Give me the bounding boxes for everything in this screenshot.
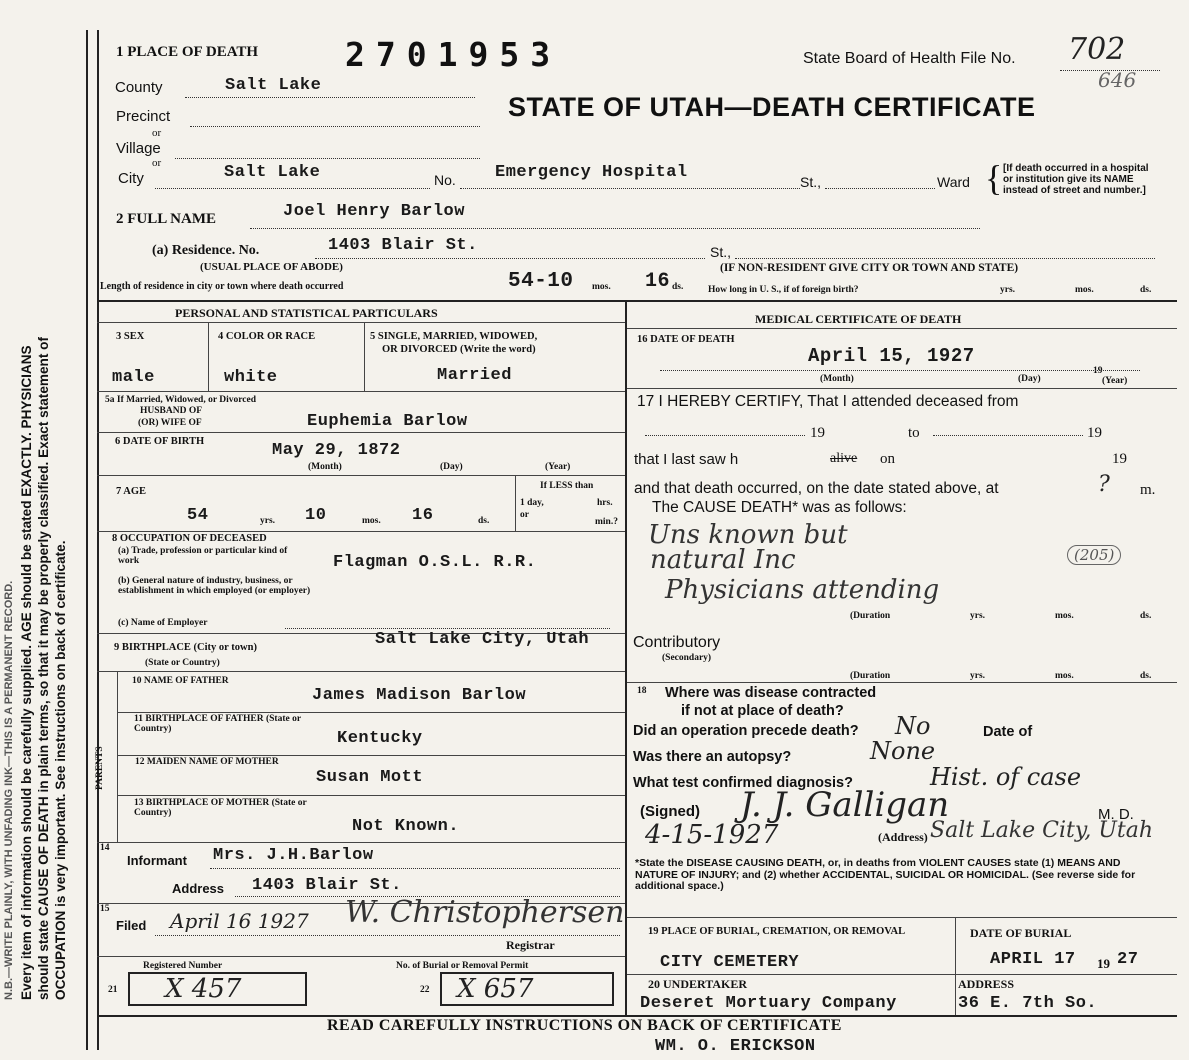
length-years-value: 54-10 <box>508 270 574 293</box>
registered-number-label: Registered Number <box>143 961 223 971</box>
registrar-label: Registrar <box>506 938 555 952</box>
dob-day-label: (Day) <box>440 462 463 472</box>
left-frame-line <box>86 30 88 1050</box>
father-birthplace-label: 11 BIRTHPLACE OF FATHER (State or Country) <box>134 714 301 734</box>
sign-date: 4-15-1927 <box>645 820 779 850</box>
filed-date: April 16 1927 <box>170 909 309 933</box>
dur-ds-2: ds. <box>1140 671 1152 681</box>
residence-value: 1403 Blair St. <box>328 236 478 255</box>
or-label: or <box>520 510 529 520</box>
cert-19c: 19 <box>1112 451 1127 467</box>
dur-yrs-1: yrs. <box>970 611 986 621</box>
county-value: Salt Lake <box>225 76 322 95</box>
burial-year: 27 <box>1117 950 1139 969</box>
informant-num: 14 <box>100 843 110 853</box>
side-margin-note: N.B.—WRITE PLAINLY, WITH UNFADING INK—THIS IS A PERMANENT RECORD. <box>3 580 15 1000</box>
on-label: on <box>880 451 895 467</box>
foreign-birth-label: How long in U. S., if of foreign birth? <box>708 285 859 295</box>
or-1: or <box>152 127 162 139</box>
occupation-value: Flagman O.S.L. R.R. <box>333 553 537 572</box>
cause-line2: natural Inc <box>650 545 796 575</box>
where-contracted-2: if not at place of death? <box>681 703 844 719</box>
dur-yrs-2: yrs. <box>970 671 986 681</box>
spouse-label-2: HUSBAND OF <box>140 406 203 416</box>
length-mos-label: mos. <box>592 282 611 292</box>
m-label: m. <box>1140 482 1156 498</box>
cert-19a: 19 <box>810 425 825 441</box>
last-saw-label: that I last saw h <box>634 451 739 468</box>
reg-num-prefix: 21 <box>108 985 118 995</box>
contributory-label: Contributory <box>633 634 721 651</box>
duration-label-2: (Duration <box>850 671 891 681</box>
medical-section-title: MEDICAL CERTIFICATE OF DEATH <box>755 312 962 326</box>
marital-label-2: OR DIVORCED (Write the word) <box>382 344 536 355</box>
footer-name: WM. O. ERICKSON <box>655 1037 816 1056</box>
age-yrs-label: yrs. <box>260 516 276 526</box>
no-label: No. <box>434 172 456 188</box>
registered-number-box <box>128 972 307 1006</box>
foreign-yrs: yrs. <box>1000 285 1016 295</box>
divider-main <box>97 300 1177 302</box>
one-day-label: 1 day, <box>520 498 544 508</box>
dod-year-label: (Year) <box>1102 376 1128 386</box>
parents-label: PARENTS <box>95 746 105 790</box>
alive-struck: alive <box>830 451 858 466</box>
mother-birthplace-label: 13 BIRTHPLACE OF MOTHER (State or Country) <box>134 798 307 818</box>
cause-line3: Physicians attending <box>665 575 940 605</box>
father-birthplace-value: Kentucky <box>337 729 423 748</box>
file-number: 2701953 <box>345 35 562 74</box>
marital-value: Married <box>437 366 512 385</box>
age-label: 7 AGE <box>116 486 147 497</box>
physician-address: Salt Lake City, Utah <box>930 818 1153 843</box>
dob-label: 6 DATE OF BIRTH <box>115 436 205 447</box>
date-of-burial-value: APRIL 17 <box>990 950 1076 969</box>
address-label-med: (Address) <box>878 830 928 844</box>
county-label: County <box>115 79 163 96</box>
footer-instructions: READ CAREFULLY INSTRUCTIONS ON BACK OF CERTIFICATE <box>327 1017 842 1034</box>
place-of-burial-label: 19 PLACE OF BURIAL, CREMATION, OR REMOVAL <box>648 926 906 937</box>
test-value: Hist. of case <box>930 763 1082 791</box>
min-label: min.? <box>595 517 618 527</box>
state-board-number: 702 <box>1068 32 1126 67</box>
place-of-burial-value: CITY CEMETERY <box>660 953 800 972</box>
hrs-label: hrs. <box>597 498 613 508</box>
date-of-burial-label: DATE OF BURIAL <box>970 926 1072 940</box>
dob-month-label: (Month) <box>308 462 342 472</box>
occ-b-label: (b) General nature of industry, business, or establishment in which employed (or employer) <box>118 576 311 596</box>
marital-label-1: 5 SINGLE, MARRIED, WIDOWED, <box>370 331 538 342</box>
city-value: Salt Lake <box>224 163 321 182</box>
side-instruction-line2: should state CAUSE OF DEATH in plain terms, so that it may be properly classified. Exact statement of <box>36 337 51 1000</box>
physician-signature: J. J. Galligan <box>740 785 950 825</box>
secondary-label: (Secondary) <box>662 653 712 663</box>
date-of-death-label: 16 DATE OF DEATH <box>637 334 735 345</box>
village-label: Village <box>116 140 161 157</box>
age-years: 54 <box>187 506 209 525</box>
dob-value: May 29, 1872 <box>272 441 401 460</box>
certify-line: 17 I HEREBY CERTIFY, That I attended deceased from <box>637 393 1019 410</box>
registered-number-value: X 457 <box>165 974 242 1004</box>
cert-19b: 19 <box>1087 425 1102 441</box>
age-mos-label: mos. <box>362 516 381 526</box>
precinct-label: Precinct <box>116 108 171 125</box>
birthplace-label: 9 BIRTHPLACE (City or town) <box>114 642 257 653</box>
informant-value: Mrs. J.H.Barlow <box>213 846 374 865</box>
age-ds-label: ds. <box>478 516 490 526</box>
mother-birthplace-value: Not Known. <box>352 817 460 836</box>
dob-year-label: (Year) <box>545 462 571 472</box>
res-st-label: St., <box>710 244 732 260</box>
age-days: 16 <box>412 506 434 525</box>
burial-num-prefix: 22 <box>420 985 430 995</box>
spouse-label-3: (OR) WIFE OF <box>138 418 202 428</box>
father-value: James Madison Barlow <box>312 686 527 705</box>
foreign-mos: mos. <box>1075 285 1094 295</box>
date-of-death-value: April 15, 1927 <box>808 345 975 367</box>
spouse-label-1: 5a If Married, Widowed, or Divorced <box>105 395 257 405</box>
sex-value: male <box>112 368 155 387</box>
duration-label-1: (Duration <box>850 611 891 621</box>
undertaker-value: Deseret Mortuary Company <box>640 994 897 1013</box>
father-label: 10 NAME OF FATHER <box>132 676 229 686</box>
column-divider <box>625 302 627 1015</box>
age-months: 10 <box>305 506 327 525</box>
operation-value: No <box>895 712 931 740</box>
occurred-label: and that death occurred, on the date stated above, at <box>634 480 999 497</box>
hospital-value: Emergency Hospital <box>495 163 688 182</box>
burial-permit-label: No. of Burial or Removal Permit <box>396 961 529 971</box>
side-instruction-line3: OCCUPATION is very important. See instructions on back of certificate. <box>53 540 68 1000</box>
st-label: St., <box>800 174 822 190</box>
dur-mos-2: mos. <box>1055 671 1074 681</box>
sex-label: 3 SEX <box>116 331 145 342</box>
cause-code: (205) <box>1067 545 1121 565</box>
date-of-label: Date of <box>983 724 1033 740</box>
spouse-value: Euphemia Barlow <box>307 412 468 431</box>
burial-permit-box <box>440 972 614 1006</box>
autopsy-label: Was there an autopsy? <box>633 749 792 765</box>
dod-month-label: (Month) <box>820 374 854 384</box>
address-label: Address <box>172 881 225 896</box>
cause-label: The CAUSE DEATH* was as follows: <box>652 499 907 516</box>
birthplace-value: Salt Lake City, Utah <box>375 630 590 649</box>
length-residence-label: Length of residence in city or town where death occurred <box>100 281 344 292</box>
filed-label: Filed <box>116 918 147 933</box>
full-name-label: 2 FULL NAME <box>116 211 217 227</box>
place-of-death-label: 1 PLACE OF DEATH <box>116 44 259 60</box>
dur-mos-1: mos. <box>1055 611 1074 621</box>
signed-label: (Signed) <box>640 803 700 820</box>
undertaker-address-label: ADDRESS <box>958 977 1015 991</box>
cause-line1: Uns known but <box>648 520 848 550</box>
test-label: What test confirmed diagnosis? <box>633 775 853 791</box>
undertaker-label: 20 UNDERTAKER <box>648 977 748 991</box>
ward-note: [If death occurred in a hospital or institution give its NAME instead of street and number.] <box>1003 163 1149 196</box>
ward-brace: { <box>985 158 1003 198</box>
dod-year-prefix: 19 <box>1093 366 1103 376</box>
burial-permit-value: X 657 <box>457 974 534 1004</box>
residence-label: (a) Residence. No. <box>152 243 260 258</box>
cause-note: *State the DISEASE CAUSING DEATH, or, in deaths from VIOLENT CAUSES state (1) MEANS AND NATURE OF INJURY; and (2) whether ACCIDENTAL, SUICIDAL OR HOMICIDAL. (See reverse side for additional space.) <box>635 857 1136 892</box>
city-label: City <box>118 170 144 187</box>
dur-ds-1: ds. <box>1140 611 1152 621</box>
occupation-label: 8 OCCUPATION OF DECEASED <box>112 533 267 544</box>
occ-a-label: (a) Trade, profession or particular kind of work <box>118 546 288 566</box>
if-less-label: If LESS than <box>540 481 594 491</box>
q18-num: 18 <box>637 686 647 696</box>
cert-to: to <box>908 425 920 441</box>
informant-label: Informant <box>127 853 187 868</box>
color-value: white <box>224 368 278 387</box>
state-board-number-2: 646 <box>1098 68 1137 92</box>
side-instructions <box>18 20 69 1000</box>
length-ds-label: ds. <box>672 282 684 292</box>
operation-label: Did an operation precede death? <box>633 723 859 739</box>
mother-label: 12 MAIDEN NAME OF MOTHER <box>135 757 279 767</box>
mother-value: Susan Mott <box>316 768 424 787</box>
ward-label: Ward <box>937 174 970 190</box>
birthplace-sub: (State or Country) <box>145 658 220 668</box>
nonresident-label: (IF NON-RESIDENT GIVE CITY OR TOWN AND STATE) <box>720 262 1019 274</box>
where-contracted-1: Where was disease contracted <box>665 685 877 701</box>
filed-num: 15 <box>100 904 110 914</box>
address-value: 1403 Blair St. <box>252 876 402 895</box>
or-2: or <box>152 157 162 169</box>
full-name-value: Joel Henry Barlow <box>283 202 465 221</box>
burial-year-prefix: 19 <box>1097 956 1110 971</box>
personal-section-title: PERSONAL AND STATISTICAL PARTICULARS <box>175 306 438 320</box>
certificate-title: STATE OF UTAH—DEATH CERTIFICATE <box>508 92 1036 122</box>
state-board-label: State Board of Health File No. <box>803 50 1016 67</box>
usual-abode-label: (USUAL PLACE OF ABODE) <box>200 261 343 273</box>
left-frame-line-2 <box>97 30 99 1050</box>
side-instruction-line1: Every item of information should be carefully supplied. AGE should be stated EXACTLY. PHYSICIANS <box>19 345 34 1000</box>
md-label: M. D. <box>1098 806 1134 823</box>
dod-day-label: (Day) <box>1018 374 1041 384</box>
undertaker-address-value: 36 E. 7th So. <box>958 994 1098 1013</box>
length-days-value: 16 <box>645 270 671 293</box>
foreign-ds: ds. <box>1140 285 1152 295</box>
autopsy-value: None <box>870 737 936 765</box>
occ-c-label: (c) Name of Employer <box>118 618 208 628</box>
registrar-signature: W. Christophersen <box>345 895 625 930</box>
time-value: ? <box>1098 472 1110 497</box>
color-label: 4 COLOR OR RACE <box>218 331 316 342</box>
